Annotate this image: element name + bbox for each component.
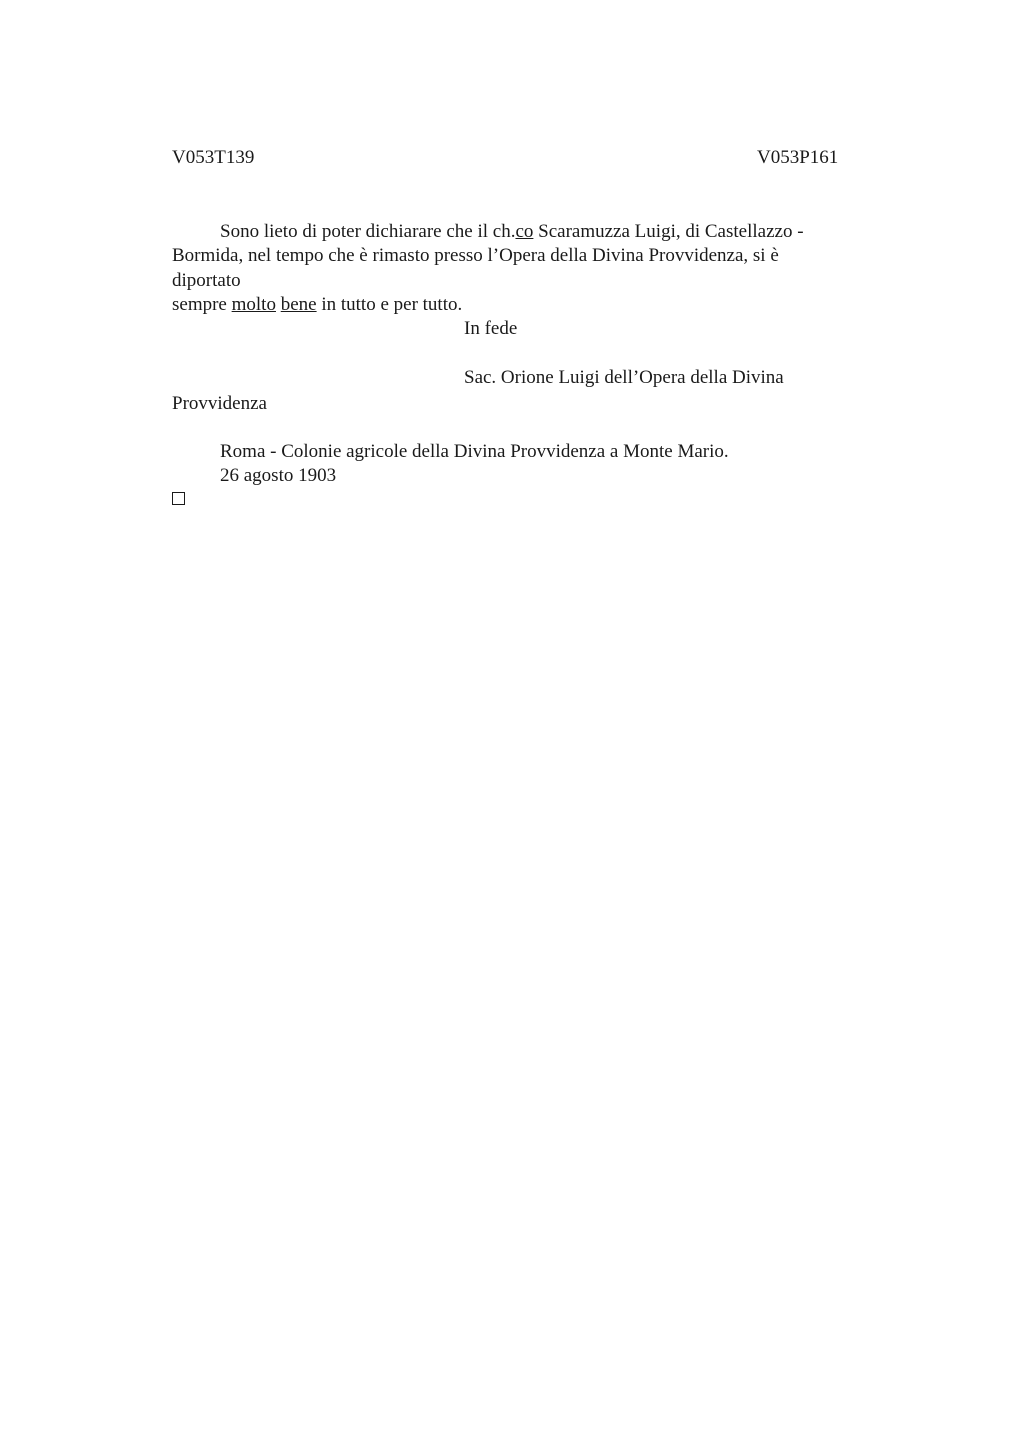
- date-line: 26 agosto 1903: [220, 465, 337, 486]
- underlined-bene: bene: [280, 294, 317, 315]
- in-fede: In fede: [464, 318, 518, 339]
- document-code-right: V053P161: [757, 147, 839, 168]
- body-line-4-start: sempre: [172, 294, 232, 315]
- body-line-2: Bormida, nel tempo che è rimasto presso l’Opera della Divina Provvidenza, si è: [172, 245, 779, 266]
- checkbox-square-icon: [172, 492, 185, 505]
- body-line-4: [172, 293, 462, 317]
- signature-line-1: Sac. Orione Luigi dell’Opera della Divina: [464, 367, 784, 388]
- body-line-1-end: Scaramuzza Luigi, di Castellazzo -: [533, 221, 804, 242]
- body-line-1: [220, 220, 804, 244]
- body-line-1-start: Sono lieto di poter dichiarare che il ch.: [220, 221, 516, 242]
- body-line-4-end: in tutto e per tutto.: [316, 294, 463, 315]
- body-line-3: diportato: [172, 270, 241, 291]
- document-code-left: V053T139: [172, 147, 255, 168]
- underlined-molto: molto: [231, 294, 276, 315]
- signature-line-2: Provvidenza: [172, 393, 267, 414]
- abbreviation-co: co: [515, 221, 534, 242]
- place-line: Roma - Colonie agricole della Divina Provvidenza a Monte Mario.: [220, 441, 729, 462]
